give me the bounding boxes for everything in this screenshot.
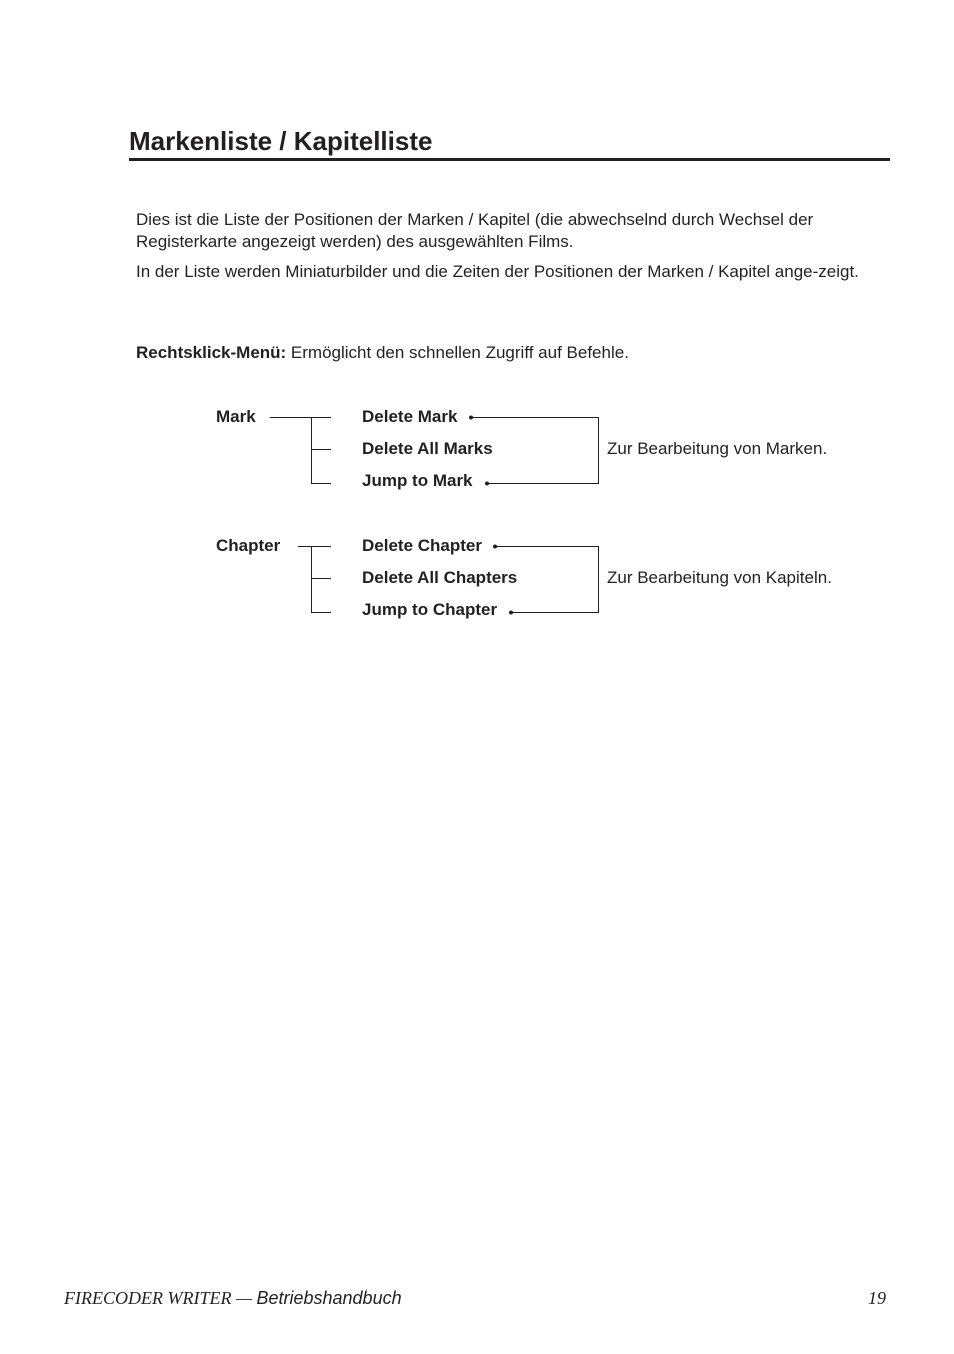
- footer-manual: Betriebshandbuch: [256, 1288, 402, 1308]
- delete-chapter-item: Delete Chapter: [362, 536, 482, 555]
- chapter-bracket-dot-top: [493, 545, 497, 549]
- context-menu-label: Rechtsklick-Menü:: [136, 343, 287, 362]
- mark-bracket-dot-bottom: [485, 482, 489, 486]
- delete-mark-item: Delete Mark: [362, 407, 458, 426]
- jump-to-mark-item: Jump to Mark: [362, 471, 473, 490]
- intro-paragraph-2: In der Liste werden Miniaturbilder und die Zeiten der Positionen der Marken / Kapitel ange-zeigt.: [136, 262, 859, 281]
- chapter-group-note: Zur Bearbeitung von Kapiteln.: [607, 568, 832, 587]
- mark-group-note: Zur Bearbeitung von Marken.: [607, 439, 828, 458]
- footer-separator: —: [231, 1288, 257, 1308]
- footer-product: FIRECODER WRITER: [64, 1288, 232, 1308]
- page-title: Markenliste / Kapitelliste: [129, 126, 433, 156]
- chapter-bracket-dot-bottom: [509, 611, 513, 615]
- mark-bracket-dot-top: [469, 416, 473, 420]
- intro-paragraph-1: Dies ist die Liste der Positionen der Marken / Kapitel (die abwechselnd durch Wechsel der Registerkarte angezeigt werden) des ausgewählten Films.: [136, 210, 814, 251]
- page-number: 19: [868, 1288, 886, 1308]
- footer-title: [64, 1287, 402, 1309]
- mark-menu-label: Mark: [216, 407, 256, 426]
- chapter-menu-label: Chapter: [216, 536, 281, 555]
- jump-to-chapter-item: Jump to Chapter: [362, 600, 498, 619]
- context-menu-text: Ermöglicht den schnellen Zugriff auf Befehle.: [286, 343, 629, 362]
- delete-all-chapters-item: Delete All Chapters: [362, 568, 518, 587]
- delete-all-marks-item: Delete All Marks: [362, 439, 493, 458]
